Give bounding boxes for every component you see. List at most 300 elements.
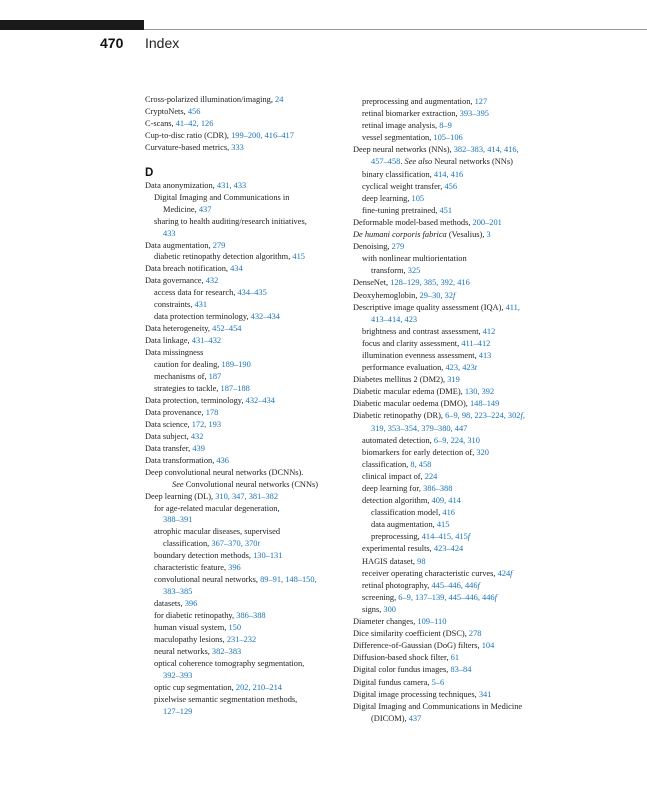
entry-text: performance evaluation, [362,363,446,373]
index-subentry [353,96,553,108]
entry-text: retinal image analysis, [362,121,440,131]
page-reference: 423–424 [433,544,464,554]
entry-text: brightness and contrast assessment, [362,326,483,336]
page-reference: f [494,592,497,602]
index-subentry [353,592,553,604]
index-entry [145,335,340,347]
entry-text: preprocessing, [371,532,422,542]
index-entry [145,443,340,455]
entry-text: Deep convolutional neural networks (DCNNs). [145,467,304,477]
entry-text: constraints, [154,300,195,310]
index-entry [145,491,340,503]
page-reference: 189–190 [221,360,251,370]
entry-text: focus and clarity assessment, [362,338,462,348]
page-reference: 3 [486,230,491,240]
index-subentry [145,682,340,694]
index-subentry [145,216,340,228]
page-reference: 383–385 [163,587,193,597]
page-reference: 279 [391,242,405,252]
entry-text: Data provenance, [145,407,206,417]
index-subentry [145,562,340,574]
page-reference: 434–435 [237,288,267,298]
page-reference: 333 [231,142,244,152]
page-reference: 411–412 [461,338,491,348]
entry-text: Medicine, [163,204,199,214]
entry-text: Data governance, [145,276,206,286]
italic-text: See [172,479,184,489]
index-subentry [353,205,553,217]
page-reference: 431–432 [191,336,222,346]
page-reference: 431, 433 [216,180,247,190]
index-entry [353,398,553,410]
page-reference: 367–370, 370 [211,539,258,549]
entry-text: transform, [371,266,408,276]
page-reference: 130–131 [253,551,283,561]
index-subentry [145,503,340,515]
index-entry [353,374,553,386]
page-reference: 393–395 [459,109,489,119]
index-entry [145,467,340,479]
entry-text: Denoising, [353,242,392,252]
page-reference: 437 [408,713,422,723]
entry-text: Digital color fundus images, [353,665,451,675]
entry-text: Deep learning (DL), [145,491,216,501]
page-reference: 409, 414 [431,496,461,506]
entry-text: Diffusion-based shock filter, [353,653,451,663]
page-reference: t [257,539,260,549]
index-entry [145,130,340,142]
index-entry [145,347,340,359]
entry-text: . [400,157,405,167]
index-entry [353,217,553,229]
entry-text: characteristic feature, [154,563,229,573]
index-entry [145,431,340,443]
page-reference: 310, 347, 381–382 [215,491,279,501]
entry-text: Diabetes mellitus 2 (DM2), [353,375,448,385]
page-reference: 224 [424,471,438,481]
entry-text: fine-tuning pretrained, [362,205,440,215]
index-subentry [353,531,553,543]
entry-text: Neural networks (NNs) [432,157,513,167]
entry-text: Dice similarity coefficient (DSC), [353,629,469,639]
page-reference: 172, 193 [191,419,222,429]
index-entry [145,94,340,106]
index-entry [353,386,553,398]
index-subentry [353,459,553,471]
index-subentry [145,371,340,383]
page-reference: 148–149 [469,399,500,409]
index-subentry [145,251,340,263]
index-subentry [353,435,553,447]
index-subentry [353,253,553,265]
index-subentry [353,713,553,725]
entry-text: Data protection, terminology, [145,395,246,405]
entry-text: Digital Imaging and Communications in [154,192,290,202]
page-reference: 98 [417,556,426,566]
page-reference: 432 [205,276,219,286]
index-entry [353,652,553,664]
index-entry [353,277,553,289]
page-reference: 231–232 [226,634,257,644]
index-subentry [353,181,553,193]
entry-text: Data linkage, [145,336,192,346]
entry-text: for age-related macular degeneration, [154,503,280,513]
page-reference: 411, [505,302,520,312]
entry-text: optic cup segmentation, [154,682,236,692]
page-reference: 431 [194,300,208,310]
index-entry [145,240,340,252]
index-subentry [145,550,340,562]
page-reference: 187–188 [220,383,250,393]
page-reference: 5–6 [431,677,445,687]
entry-text: Cup-to-disc ratio (CDR), [145,130,232,140]
entry-text: maculopathy lesions, [154,634,227,644]
entry-text: Digital Imaging and Communications in Medicine [353,701,523,711]
page-reference: 388–391 [163,515,193,525]
index-subentry [145,574,340,586]
index-entry [353,302,553,314]
index-subentry [145,287,340,299]
italic-text: De humani corporis fabrica [353,230,447,240]
index-entry [353,664,553,676]
page-reference: 439 [192,443,205,453]
page-reference: 386–388 [236,611,266,621]
entry-text: Diabetic macular edema (DME), [353,387,465,397]
page-reference: 8, 458 [410,459,432,469]
entry-text: mechanisms of, [154,372,209,382]
entry-text: Data augmentation, [145,240,213,250]
index-subentry [353,495,553,507]
entry-text: caution for dealing, [154,360,222,370]
entry-text: illumination evenness assessment, [362,350,479,360]
index-entry [353,410,553,422]
index-entry [145,395,340,407]
index-subentry [353,193,553,205]
entry-text: datasets, [154,599,185,609]
index-subentry [353,132,553,144]
index-entry [353,144,553,156]
index-entry [353,290,553,302]
page-reference: f [510,568,513,578]
index-subentry [353,519,553,531]
page-reference: 320 [476,447,489,457]
page-reference: 414, 416 [433,169,464,179]
page-reference: , [522,411,525,421]
entry-text: optical coherence tomography segmentation, [154,658,305,668]
index-entry [353,677,553,689]
index-entry [353,701,553,713]
index-entry [145,323,340,335]
page-reference: 279 [212,240,226,250]
index-subentry [145,228,340,240]
entry-text: (DICOM), [371,713,409,723]
entry-text: Descriptive image quality assessment (IQA), [353,302,506,312]
index-subentry [353,471,553,483]
index-subentry [145,479,340,491]
page-reference: 6–9, 137–139, 445–446, 446 [398,592,495,602]
index-subentry [353,604,553,616]
entry-text: classification, [163,539,212,549]
entry-text: human visual system, [154,623,229,633]
index-subentry [353,350,553,362]
page-reference: f [467,532,471,542]
entry-text: DenseNet, [353,278,391,288]
page-reference: 109–110 [417,617,447,627]
page-reference: 413 [478,350,492,360]
page-reference: 6–9, 224, 310 [433,435,480,445]
page-reference: 130, 392 [464,387,495,397]
entry-text: Diameter changes, [353,617,418,627]
index-subentry [353,556,553,568]
entry-text: strategies to tackle, [154,383,221,393]
index-entry [353,689,553,701]
entry-text: convolutional neural networks, [154,575,261,585]
index-subentry [145,646,340,658]
entry-text: Diabetic retinopathy (DR), [353,411,446,421]
page-reference: 89–91, 148–150, [260,575,317,585]
index-subentry [145,299,340,311]
page-reference: 396 [184,599,198,609]
page-reference: 199–200, 416–417 [231,130,294,140]
entry-text: CryptoNets, [145,106,188,116]
page-reference: 456 [187,106,201,116]
entry-text: clinical impact of, [362,471,425,481]
index-entry [353,229,553,241]
page-reference: 433 [163,228,176,238]
entry-text: neural networks, [154,646,212,656]
entry-text: classification model, [371,508,443,518]
entry-text: for diabetic retinopathy, [154,611,237,621]
entry-text: cyclical weight transfer, [362,181,445,191]
index-subentry [145,538,340,550]
index-subentry [145,658,340,670]
index-subentry [353,108,553,120]
index-subentry [145,514,340,526]
page-reference: 412 [482,326,496,336]
entry-text: automated detection, [362,435,434,445]
index-subentry [145,311,340,323]
page-reference: 29–30, 32 [419,290,454,300]
page-reference: 202, 210–214 [235,682,282,692]
entry-text: Digital fundus camera, [353,677,432,687]
page-reference: 445–446, 446 [431,580,478,590]
index-subentry [145,610,340,622]
page-reference: 386–388 [423,484,453,493]
entry-text: Data heterogeneity, [145,324,213,334]
page-reference: f [477,580,480,590]
index-entry [353,241,553,253]
page-reference: 127–129 [163,706,193,716]
entry-text: deep learning, [362,193,412,203]
page-reference: 319 [447,375,460,385]
entry-text: Deep neural networks (NNs), [353,145,454,155]
page-reference: 414–415, 415 [421,532,468,542]
entry-text: experimental results, [362,544,434,554]
index-subentry [353,362,553,374]
page-reference: t [474,363,478,373]
entry-text: Diabetic macular oedema (DMO), [353,399,470,409]
running-head: Index [145,35,180,51]
entry-text: Deoxyhemoglobin, [353,290,420,300]
index-subentry [353,120,553,132]
index-subentry [145,359,340,371]
entry-text: boundary detection methods, [154,551,254,561]
entry-text: Data anonymization, [145,180,217,190]
entry-text: (Vesalius), [446,230,487,240]
index-subentry [353,507,553,519]
index-column-right [353,96,553,725]
page-reference: 278 [468,629,482,639]
page-reference: 415 [292,252,305,262]
index-subentry [145,706,340,718]
index-subentry [145,694,340,706]
italic-text: See also [404,157,433,167]
entry-text: diabetic retinopathy detection algorithm, [154,252,293,262]
page-reference: 150 [228,623,242,633]
entry-text: Deformable model-based methods, [353,217,473,227]
index-subentry [145,192,340,204]
page-reference: 83–84 [450,665,472,675]
entry-text: signs, [362,604,384,614]
index-entry [145,180,340,192]
page-reference: f [520,411,523,421]
entry-text: receiver operating characteristic curves, [362,568,498,578]
index-subentry [353,314,553,326]
index-subentry [353,447,553,459]
index-subentry [145,383,340,395]
index-subentry [145,634,340,646]
entry-text: biomarkers for early detection of, [362,447,477,457]
page-reference: 6–9, 98, 223–224, 302 [445,411,521,421]
index-subentry [145,670,340,682]
entry-text: retinal photography, [362,580,432,590]
entry-text: Data breach notification, [145,264,231,274]
entry-text: access data for research, [154,288,238,298]
index-subentry [353,580,553,592]
entry-text: Curvature-based metrics, [145,142,232,152]
entry-text: binary classification, [362,169,434,179]
entry-text: data protection terminology, [154,312,251,322]
entry-text: detection algorithm, [362,496,432,506]
entry-text: Data transformation, [145,455,217,465]
index-subentry [145,204,340,216]
index-entry [145,106,340,118]
entry-text: HAGIS dataset, [362,556,418,566]
page-reference: 128–129, 385, 392, 416 [390,278,470,288]
page-reference: 178 [205,407,219,417]
page-reference: 451 [439,205,453,215]
entry-text: Digital image processing techniques, [353,689,479,699]
page-number: 470 [100,35,124,51]
page-reference: 41–42, 126 [175,118,214,128]
entry-text: retinal biomarker extraction, [362,109,460,119]
page-reference: 382–383, 414, 416, [453,145,519,155]
header-rule-dark [0,20,144,30]
index-subentry [353,543,553,555]
page-reference: f [453,290,456,300]
entry-text: Data science, [145,419,192,429]
page-reference: 415 [436,520,450,530]
entry-text: Cross-polarized illumination/imaging, [145,95,276,104]
page-reference: 437 [198,204,212,214]
index-entry [145,407,340,419]
index-entry [353,616,553,628]
index-subentry [353,568,553,580]
index-subentry [353,265,553,277]
page-reference: 200–201 [472,217,502,227]
index-entry [145,455,340,467]
page-reference: 341 [478,689,492,699]
page-reference: 436 [216,455,229,465]
page-reference: 413–414, 423 [371,314,418,324]
entry-text: Difference-of-Gaussian (DoG) filters, [353,641,482,651]
entry-text: with nonlinear multiorientation [362,254,467,264]
index-column-left [145,94,340,718]
page-reference: 61 [450,653,460,663]
index-entry [145,142,340,154]
page-reference: 8–9 [439,121,452,131]
page-reference: 423, 423 [445,363,475,373]
entry-text: C-scans, [145,118,176,128]
index-subentry [353,423,553,435]
index-entry [353,640,553,652]
index-subentry [145,586,340,598]
entry-text: Data transfer, [145,443,193,453]
index-subentry [353,483,553,495]
page-reference: 104 [481,641,495,651]
index-subentry [353,338,553,350]
page-reference: 325 [407,266,421,276]
entry-text: data augmentation, [371,520,437,530]
entry-text: Convolutional neural networks (CNNs) [183,479,319,489]
entry-text: pixelwise semantic segmentation methods, [154,694,298,704]
index-subentry [145,598,340,610]
entry-text: preprocessing and augmentation, [362,97,475,106]
page-reference: 416 [442,508,455,518]
index-entry [145,275,340,287]
index-subentry [145,526,340,538]
page-reference: 424 [497,568,511,578]
entry-text: atrophic macular diseases, supervised [154,527,281,537]
entry-text: deep learning for, [362,484,424,493]
page-reference: 127 [474,97,488,106]
entry-text: vessel segmentation, [362,133,434,143]
index-subentry [353,169,553,181]
page-reference: 434 [230,264,243,274]
index-entry [145,263,340,275]
page-reference: 396 [228,563,241,573]
index-subentry [145,622,340,634]
page-reference: 432–434 [250,312,280,322]
page-reference: 24 [275,95,284,104]
entry-text: Data subject, [145,431,191,441]
page-reference: 432 [190,431,204,441]
entry-text: Data missingness [145,348,204,358]
index-entry [353,628,553,640]
entry-text: sharing to health auditing/research initiatives, [154,216,307,226]
index-subentry [353,156,553,168]
page-reference: 105 [411,193,425,203]
page-reference: 105–106 [433,133,463,143]
page-reference: 456 [444,181,458,191]
page-reference: 457–458 [371,157,401,167]
page-reference: 300 [383,604,396,614]
entry-text: screening, [362,592,399,602]
header-rule-light [144,29,647,30]
page-reference: 432–434 [245,395,275,405]
page-reference: 382–383 [211,646,242,656]
entry-text: classification, [362,459,411,469]
